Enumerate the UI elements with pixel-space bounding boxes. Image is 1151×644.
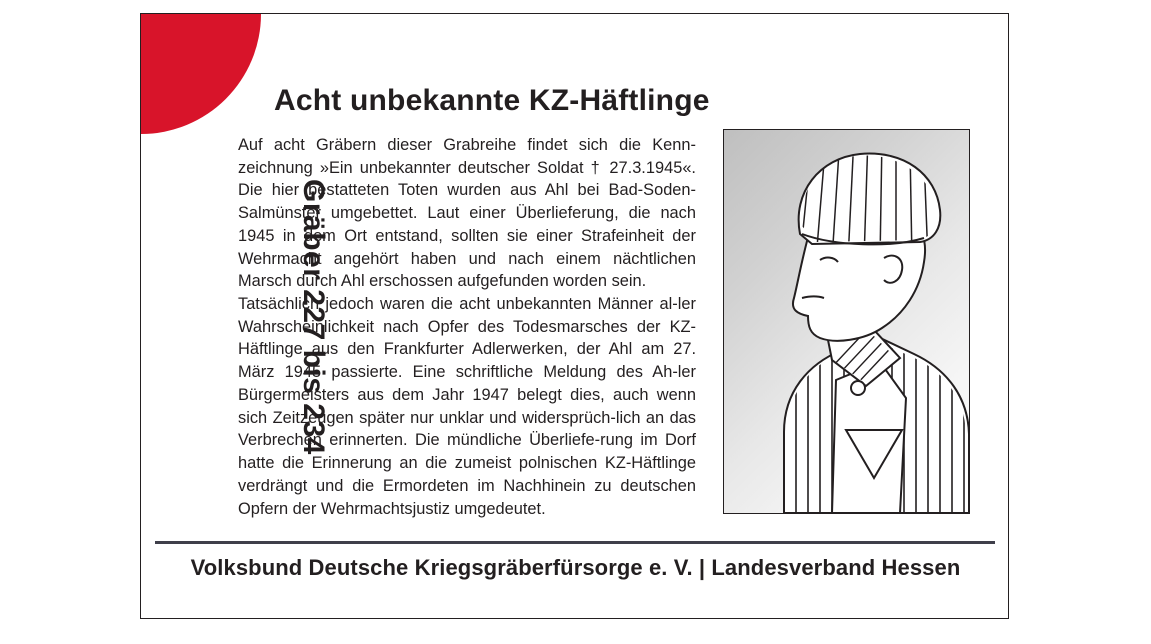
body-paragraph-1: Auf acht Gräbern dieser Grabreihe findet sich die Kenn-zeichnung »Ein unbekannter deutscher Soldat † 27.3.1945«. Die hier bestatteten Toten wurden aus Ahl bei Bad-Soden-Salmünster umgebettet. Laut einer Überlieferung, die nach 1945 in dem Ort entstand, sollten sie einer Strafeinheit der Wehrmacht angehört haben und nach einem nächtlichen Marsch durch Ahl erschossen aufgefunden worden sein. bbox=[238, 136, 696, 291]
body-text bbox=[238, 134, 696, 520]
prisoner-illustration bbox=[723, 129, 970, 514]
grave-range-vertical-label: Gräber 227 bis 234 bbox=[297, 179, 330, 455]
footer-divider bbox=[155, 541, 995, 544]
prisoner-drawing-svg bbox=[724, 130, 969, 513]
organization-footer: Volksbund Deutsche Kriegsgräberfürsorge e. V. | Landesverband Hessen bbox=[190, 555, 961, 580]
red-quarter-circle-decoration bbox=[141, 14, 261, 134]
body-paragraph-2: Tatsächlich jedoch waren die acht unbekannten Männer al-ler Wahrscheinlichkeit nach Opfer des Todesmarsches der KZ-Häftlinge aus den Frankfurter Adlerwerken, der Ahl am 27. März 1945 passierte. Eine schriftliche Meldung des Ah-ler Bürgermeisters aus dem Jahr 1947 belegt dies, auch wenn sich Zeitzeugen später nur unklar und widersprüch-lich an das Verbrechen erinnerten. Die mündliche Überliefe-rung im Dorf hatte die Erinnerung an die zumeist polnischen KZ-Häftlinge verdrängt und die Ermordeten im Nachhinein zu deutschen Opfern der Wehrmachtsjustiz umgedeutet. bbox=[238, 295, 696, 518]
page-title: Acht unbekannte KZ-Häftlinge bbox=[274, 84, 710, 118]
poster-panel bbox=[140, 13, 1009, 619]
